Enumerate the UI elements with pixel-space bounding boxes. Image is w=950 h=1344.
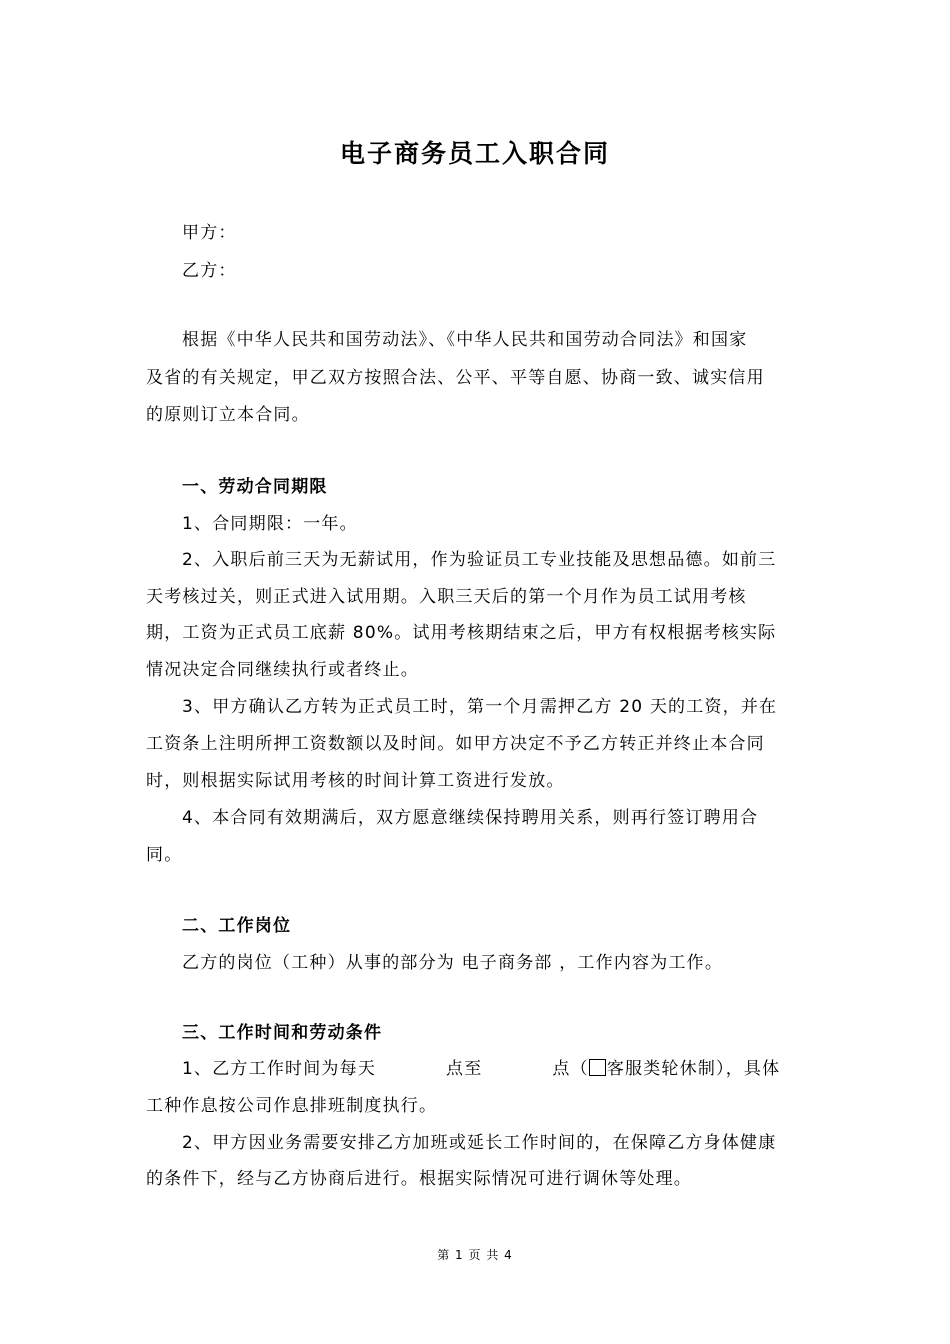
section-2-suffix: ，工作内容为工作。 xyxy=(559,953,724,973)
section-2-line xyxy=(182,948,723,973)
checkbox-icon xyxy=(589,1059,606,1076)
section-1-line: 4、本合同有效期满后，双方愿意继续保持聘用关系，则再行签订聘用合 xyxy=(182,808,759,828)
work-time-open: 点（ xyxy=(552,1059,589,1079)
page-footer: 第 1 页 共 4 xyxy=(437,1248,513,1262)
work-time-prefix: 1、乙方工作时间为每天 xyxy=(182,1059,377,1079)
document-title: 电子商务员工入职合同 xyxy=(339,139,610,168)
section-3-item-2-line-1: 2、甲方因业务需要安排乙方加班或延长工作时间的，在保障乙方身体健康 xyxy=(182,1133,777,1153)
section-3-heading: 三、工作时间和劳动条件 xyxy=(182,1023,383,1043)
preamble-line-3: 的原则订立本合同。 xyxy=(146,405,310,425)
preamble-line-2: 及省的有关规定，甲乙双方按照合法、公平、平等自愿、协商一致、诚实信用 xyxy=(146,368,765,388)
section-1-line: 同。 xyxy=(146,845,183,865)
work-time-to: 点至 xyxy=(446,1059,483,1079)
section-1-heading: 一、劳动合同期限 xyxy=(182,477,328,497)
work-time-suffix: 客服类轮休制），具体 xyxy=(606,1059,781,1079)
preamble-line-1: 根据《中华人民共和国劳动法》、《中华人民共和国劳动合同法》和国家 xyxy=(182,330,748,350)
department-value: 电子商务部 xyxy=(461,953,553,973)
section-2-heading: 二、工作岗位 xyxy=(182,916,292,936)
section-3-item-1-line-2: 工种作息按公司作息排班制度执行。 xyxy=(146,1096,438,1116)
section-2-prefix: 乙方的岗位（工种）从事的部分为 xyxy=(182,953,455,973)
section-1-line: 情况决定合同继续执行或者终止。 xyxy=(146,660,419,680)
section-1-line: 2、入职后前三天为无薪试用，作为验证员工专业技能及思想品德。如前三 xyxy=(182,550,777,570)
section-3-item-2-line-2: 的条件下，经与乙方协商后进行。根据实际情况可进行调休等处理。 xyxy=(146,1169,692,1189)
section-1-line: 1、合同期限：一年。 xyxy=(182,514,358,534)
section-1-line: 期，工资为正式员工底薪 80%。试用考核期结束之后，甲方有权根据考核实际 xyxy=(146,623,777,643)
section-3-item-1 xyxy=(182,1054,780,1079)
section-1-line: 3、甲方确认乙方转为正式员工时，第一个月需押乙方 20 天的工资，并在 xyxy=(182,697,778,717)
party-b-label: 乙方： xyxy=(182,261,237,281)
section-1-line: 时，则根据实际试用考核的时间计算工资进行发放。 xyxy=(146,771,565,791)
section-1-line: 工资条上注明所押工资数额以及时间。如甲方决定不予乙方转正并终止本合同 xyxy=(146,734,765,754)
section-1-line: 天考核过关，则正式进入试用期。入职三天后的第一个月作为员工试用考核 xyxy=(146,587,747,607)
party-a-label: 甲方： xyxy=(182,223,237,243)
